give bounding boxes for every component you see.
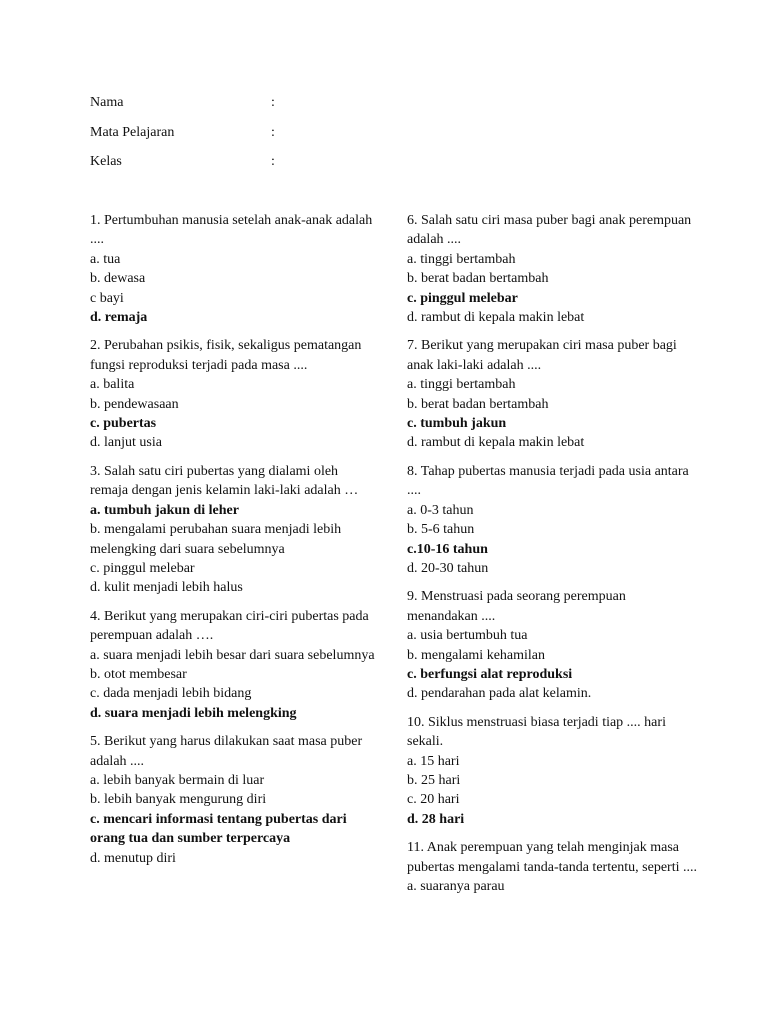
answer-option: b. 5-6 tahun — [407, 522, 475, 538]
answer-option: b. mengalami perubahan suara menjadi lebih melengking dari suara sebelumnya — [90, 522, 342, 557]
questions-column-left — [90, 211, 378, 877]
question-block — [90, 336, 378, 452]
question-block — [90, 462, 378, 598]
question-text: 10. Siklus menstruasi biasa terjadi tiap .... hari sekali. — [407, 714, 666, 750]
header-row-class — [90, 152, 390, 182]
header-row-name — [90, 93, 390, 123]
answer-option: b. berat badan bertambah — [407, 396, 549, 412]
answer-option-correct: d. remaja — [90, 310, 148, 326]
answer-option: a. usia bertumbuh tua — [407, 628, 528, 644]
answer-option-correct: d. suara menjadi lebih melengking — [90, 705, 297, 721]
answer-option: c. dada menjadi lebih bidang — [90, 686, 252, 702]
header-label: Nama — [90, 95, 124, 110]
answer-option: b. berat badan bertambah — [407, 271, 549, 287]
answer-option: d. menutup diri — [90, 850, 176, 866]
answer-option-correct: c. pinggul melebar — [407, 290, 518, 306]
question-block — [90, 607, 378, 723]
answer-option: a. lebih banyak bermain di luar — [90, 772, 265, 788]
question-text: 1. Pertumbuhan manusia setelah anak-anak adalah .... — [90, 213, 373, 248]
answer-option: c. 20 hari — [407, 792, 460, 808]
question-block — [90, 732, 378, 868]
header-label: Kelas — [90, 154, 122, 169]
question-block — [407, 713, 697, 829]
answer-option: d. kulit menjadi lebih halus — [90, 580, 243, 596]
question-text: 8. Tahap pubertas manusia terjadi pada usia antara .... — [407, 463, 689, 499]
answer-option-correct: c.10-16 tahun — [407, 541, 488, 557]
answer-option: d. rambut di kepala makin lebat — [407, 310, 585, 326]
question-text: 4. Berikut yang merupakan ciri-ciri pubertas pada perempuan adalah …. — [90, 608, 369, 644]
question-text: 9. Menstruasi pada seorang perempuan menandakan .... — [407, 589, 626, 624]
answer-option: a. balita — [90, 377, 135, 393]
answer-option-correct: a. tumbuh jakun di leher — [90, 502, 239, 518]
answer-option: b. dewasa — [90, 271, 146, 287]
answer-option: a. suara menjadi lebih besar dari suara sebelumnya — [90, 647, 375, 663]
answer-option-correct: d. 28 hari — [407, 811, 465, 827]
answer-option: a. 0-3 tahun — [407, 502, 474, 518]
question-text: 3. Salah satu ciri pubertas yang dialami oleh remaja dengan jenis kelamin laki-laki adalah … — [90, 463, 359, 499]
questions-column-right — [407, 211, 697, 905]
answer-option: a. 15 hari — [407, 753, 460, 769]
answer-option: b. lebih banyak mengurung diri — [90, 792, 267, 808]
question-block — [407, 587, 697, 703]
question-text: 7. Berikut yang merupakan ciri masa puber bagi anak laki-laki adalah .... — [407, 338, 677, 373]
answer-option: d. 20-30 tahun — [407, 560, 489, 576]
answer-option: d. rambut di kepala makin lebat — [407, 435, 585, 451]
header-colon: : — [271, 124, 275, 140]
answer-option: b. otot membesar — [90, 666, 187, 682]
header-row-subject — [90, 123, 390, 153]
question-text: 5. Berikut yang harus dilakukan saat masa puber adalah .... — [90, 734, 363, 769]
question-block — [90, 211, 378, 327]
answer-option: c. pinggul melebar — [90, 560, 195, 576]
answer-option: d. lanjut usia — [90, 435, 162, 451]
answer-option-correct: c. pubertas — [90, 416, 157, 432]
answer-option: a. tua — [90, 251, 121, 267]
answer-option: b. 25 hari — [407, 772, 461, 788]
answer-option: c bayi — [90, 290, 124, 306]
question-text: 2. Perubahan psikis, fisik, sekaligus pematangan fungsi reproduksi terjadi pada masa .... — [90, 338, 362, 373]
question-block — [407, 838, 697, 896]
student-info-header — [90, 93, 390, 182]
header-colon: : — [271, 95, 275, 110]
answer-option: b. mengalami kehamilan — [407, 647, 546, 663]
header-colon: : — [271, 154, 275, 169]
question-block — [407, 211, 697, 327]
answer-option-correct: c. mencari informasi tentang pubertas dari orang tua dan sumber terpercaya — [90, 811, 347, 847]
answer-option: a. tinggi bertambah — [407, 377, 516, 393]
question-text: 6. Salah satu ciri masa puber bagi anak perempuan adalah .... — [407, 213, 692, 248]
answer-option: a. suaranya parau — [407, 879, 505, 894]
header-label: Mata Pelajaran — [90, 124, 175, 140]
answer-option-correct: c. berfungsi alat reproduksi — [407, 666, 573, 682]
answer-option: b. pendewasaan — [90, 396, 179, 412]
question-text: 11. Anak perempuan yang telah menginjak masa pubertas mengalami tanda-tanda tertentu, seperti .... — [407, 840, 698, 875]
answer-option: a. tinggi bertambah — [407, 251, 516, 267]
answer-option-correct: c. tumbuh jakun — [407, 416, 507, 432]
answer-option: d. pendarahan pada alat kelamin. — [407, 686, 592, 702]
question-block — [407, 336, 697, 452]
question-block — [407, 462, 697, 578]
